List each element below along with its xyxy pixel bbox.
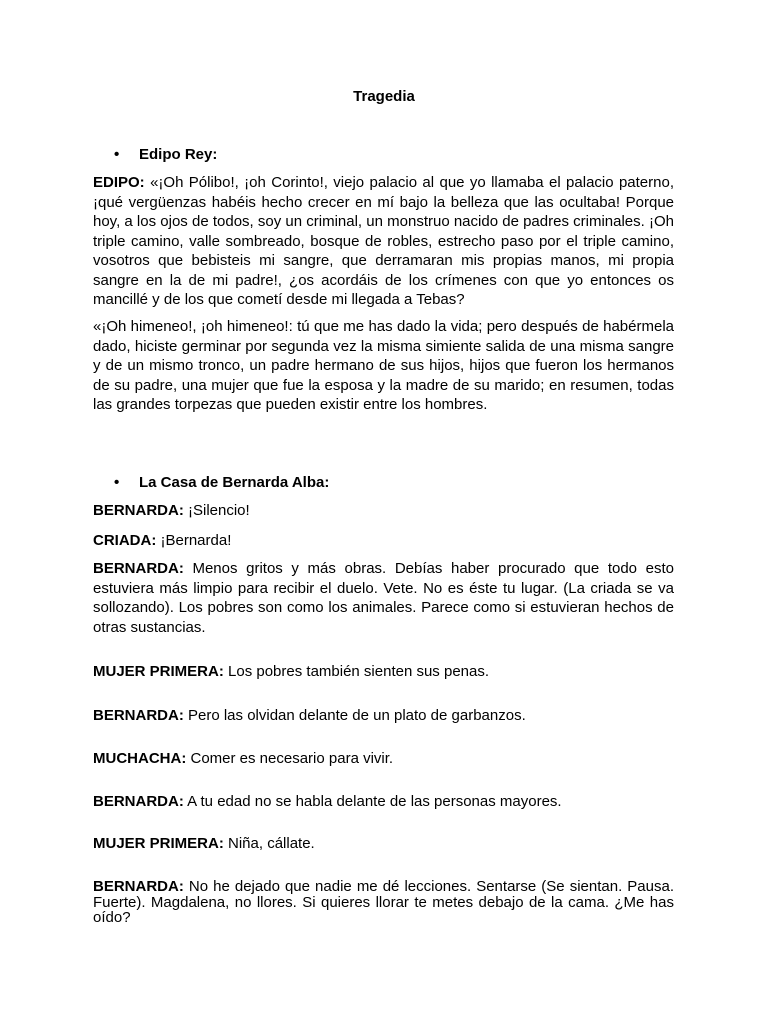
dialogue-text: «¡Oh himeneo!, ¡oh himeneo!: tú que me has dado la vida; pero después de habérmela dado, hiciste germinar por segunda vez la misma simiente salida de una misma sangre y de un mismo tronco, un padre hermano de sus hijos, hijos que fueron los hermanos de su padre, una mujer que fue la esposa y la madre de su marido; en resumen, todas las grandes torpezas que pueden existir entre los hombres. bbox=[93, 318, 674, 413]
dialogue-line bbox=[93, 792, 674, 812]
dialogue-paragraph bbox=[93, 317, 674, 415]
dialogue-text: Menos gritos y más obras. Debías haber procurado que todo esto estuviera más limpio para recibir el duelo. Vete. No es éste tu lugar. (La criada se va sollozando). Los pobres son como los animales. Parece como si estuvieran hechos de otras sustancias. bbox=[93, 560, 674, 636]
bullet-icon: • bbox=[114, 146, 120, 163]
dialogue-text: Los pobres también sienten sus penas. bbox=[228, 663, 490, 680]
speaker-label: MUCHACHA: bbox=[93, 750, 187, 767]
section-heading-text: Edipo Rey: bbox=[139, 146, 218, 163]
dialogue-text: ¡Silencio! bbox=[188, 502, 250, 519]
dialogue-line bbox=[93, 501, 674, 521]
section-heading-text: La Casa de Bernarda Alba: bbox=[139, 474, 330, 491]
dialogue-text: A tu edad no se habla delante de las personas mayores. bbox=[187, 793, 562, 810]
speaker-label: MUJER PRIMERA: bbox=[93, 663, 224, 680]
dialogue-text: Comer es necesario para vivir. bbox=[190, 750, 394, 767]
bullet-icon: • bbox=[114, 474, 120, 491]
dialogue-text: Niña, cállate. bbox=[228, 835, 315, 852]
dialogue-text: Pero las olvidan delante de un plato de garbanzos. bbox=[188, 707, 526, 724]
speaker-label: BERNARDA: bbox=[93, 793, 184, 810]
dialogue-text: «¡Oh Pólibo!, ¡oh Corinto!, viejo palacio al que yo llamaba el palacio paterno, ¡qué vergüenzas habéis hecho crecer en mí bajo la belleza que las ocultaba! Porque hoy, a los ojos de todos, soy un criminal, un monstruo nacido de padres criminales. ¡Oh triple camino, valle sombreado, bosque de robles, estrecho paso por el triple camino, vosotros que bebisteis mi sangre, que derramaran mis propias manos, mi propia sangre en la de mi padre!, ¿os acordáis de los crímenes con que yo entonces os mancillé y de los que cometí desde mi llegada a Tebas? bbox=[93, 174, 674, 308]
document-title: Tragedia bbox=[353, 88, 415, 105]
dialogue-paragraph bbox=[93, 173, 674, 310]
speaker-label: BERNARDA: bbox=[93, 560, 184, 577]
dialogue-line bbox=[93, 559, 674, 637]
speaker-label: BERNARDA: bbox=[93, 878, 184, 895]
speaker-label: EDIPO: bbox=[93, 174, 145, 191]
dialogue-line bbox=[93, 706, 674, 726]
speaker-label: BERNARDA: bbox=[93, 502, 184, 519]
speaker-label: MUJER PRIMERA: bbox=[93, 835, 224, 852]
dialogue-line bbox=[93, 749, 674, 769]
dialogue-line bbox=[93, 531, 674, 551]
dialogue-line bbox=[93, 662, 674, 682]
dialogue-line bbox=[93, 834, 674, 854]
dialogue-text: No he dejado que nadie me dé lecciones. Sentarse (Se sientan. Pausa. Fuerte). Magdalena, no llores. Si quieres llorar te metes debajo de la cama. ¿Me has oído? bbox=[93, 878, 674, 926]
dialogue-text: ¡Bernarda! bbox=[160, 532, 232, 549]
dialogue-line bbox=[93, 879, 674, 926]
speaker-label: BERNARDA: bbox=[93, 707, 184, 724]
speaker-label: CRIADA: bbox=[93, 532, 157, 549]
